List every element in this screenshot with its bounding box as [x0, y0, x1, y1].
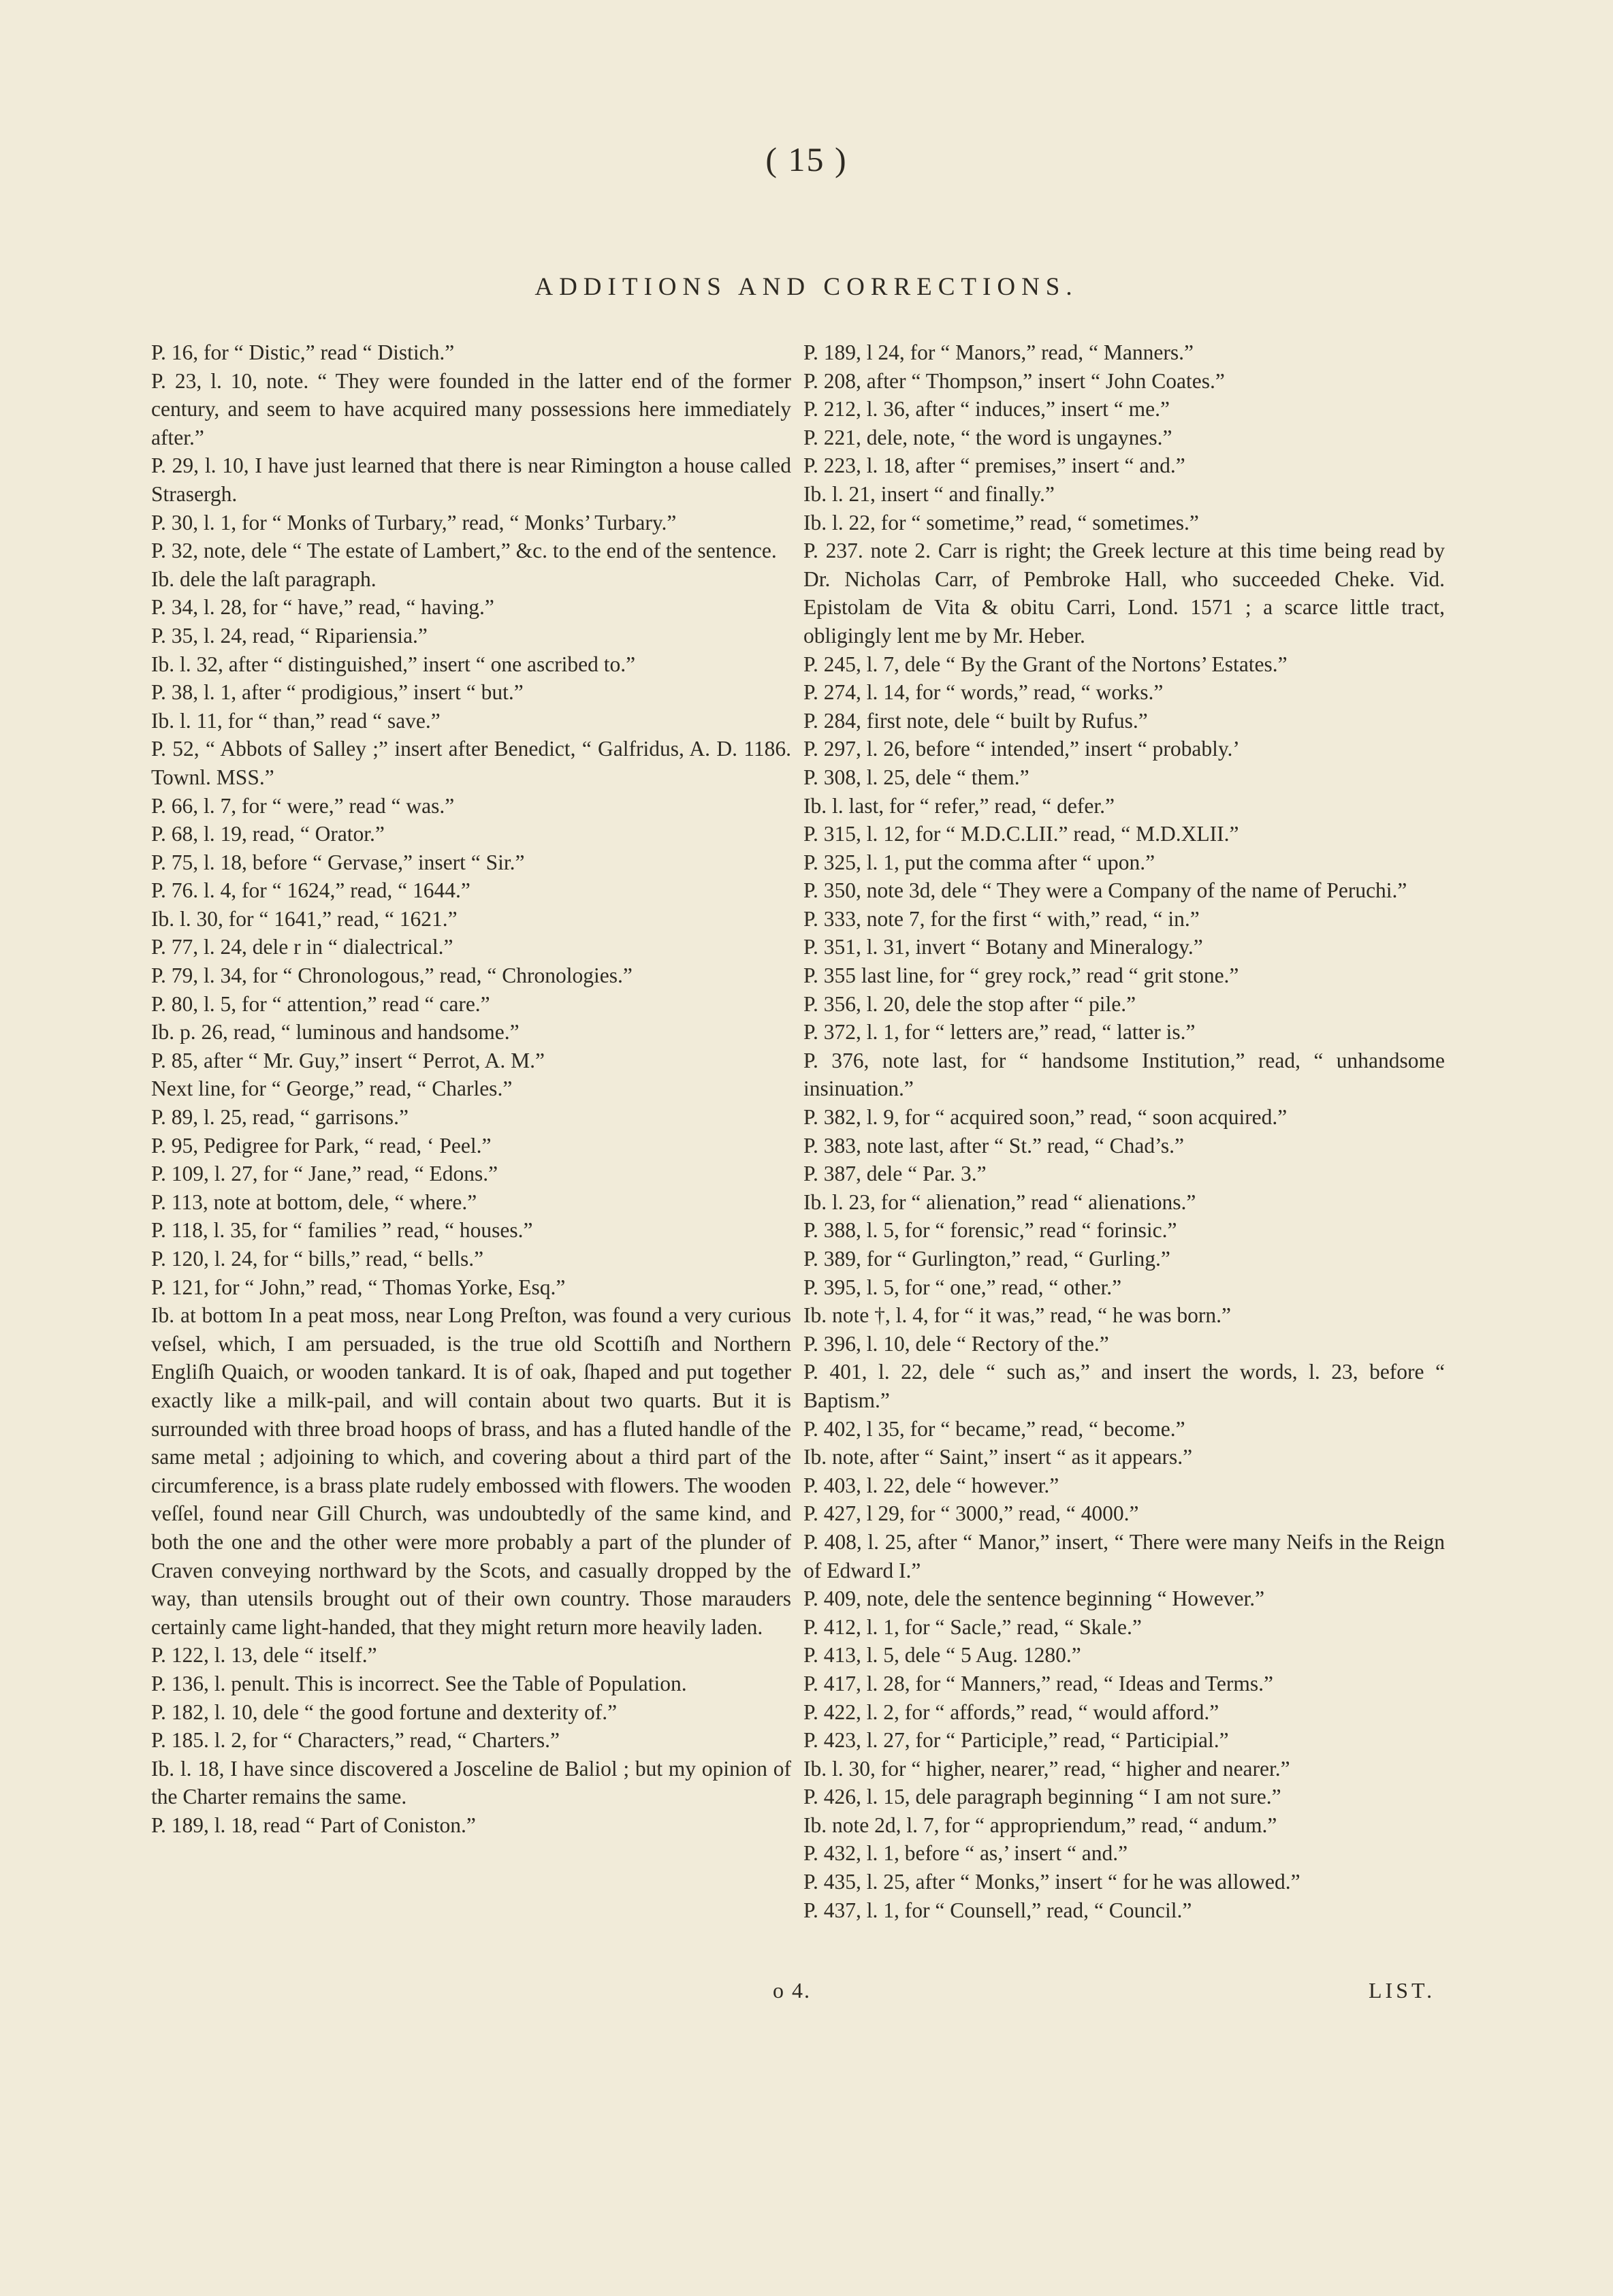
correction-entry: P. 245, l. 7, dele “ By the Grant of the Nortons’ Estates.” — [803, 652, 1288, 676]
correction-entry: Ib. p. 26, read, “ luminous and handsome.” — [151, 1020, 520, 1045]
correction-entry: P. 79, l. 34, for “ Chronologous,” read, “ Chronologies.” — [151, 963, 633, 988]
correction-entry: P. 221, dele, note, “ the word is ungaynes.” — [803, 425, 1172, 449]
correction-entry: P. 189, l. 18, read “ Part of Coniston.” — [151, 1813, 476, 1837]
correction-entry: P. 185. l. 2, for “ Characters,” read, “ Charters.” — [151, 1728, 560, 1753]
correction-entry: P. 395, l. 5, for “ one,” read, “ other.” — [803, 1275, 1122, 1299]
correction-entry: P. 409, note, dele the sentence beginning “ However.” — [803, 1587, 1265, 1611]
correction-entry: P. 333, note 7, for the first “ with,” read, “ in.” — [803, 906, 1200, 931]
correction-entry: P. 237. note 2. Carr is right; the Greek lecture at this time being read by Dr. Nicholas Carr, of Pembroke Hall, who succeeded Cheke. Vid. Epistolam de Vita & obitu Carri, Lond. 1571 ; a scarce little tract, obligingly lent me by Mr. Heber. — [803, 539, 1445, 648]
correction-entry: P. 113, note at bottom, dele, “ where.” — [151, 1190, 477, 1214]
correction-entry: P. 120, l. 24, for “ bills,” read, “ bells.” — [151, 1247, 484, 1271]
correction-entry: P. 417, l. 28, for “ Manners,” read, “ Ideas and Terms.” — [803, 1671, 1274, 1695]
correction-entry: Ib. l. 30, for “ higher, nearer,” read, “ higher and nearer.” — [803, 1756, 1290, 1781]
correction-entry: P. 284, first note, dele “ built by Rufus.” — [803, 708, 1148, 733]
correction-entry: P. 403, l. 22, dele “ however.” — [803, 1473, 1059, 1497]
correction-entry: P. 66, l. 7, for “ were,” read “ was.” — [151, 793, 455, 818]
correction-entry: P. 426, l. 15, dele paragraph beginning “ I am not sure.” — [803, 1785, 1281, 1809]
correction-entry: Ib. l. 21, insert “ and finally.” — [803, 481, 1055, 506]
correction-entry: P. 413, l. 5, dele “ 5 Aug. 1280.” — [803, 1643, 1081, 1668]
correction-entry: P. 76. l. 4, for “ 1624,” read, “ 1644.” — [151, 878, 470, 903]
correction-entry: P. 212, l. 36, after “ induces,” insert “ me.” — [803, 397, 1170, 421]
catchword: LIST. — [1369, 1978, 1436, 2003]
correction-entry: P. 351, l. 31, invert “ Botany and Mineralogy.” — [803, 935, 1203, 959]
correction-entry: P. 432, l. 1, before “ as,’ insert “ and.” — [803, 1841, 1128, 1866]
correction-entry: P. 85, after “ Mr. Guy,” insert “ Perrot, A. M.” — [151, 1048, 545, 1072]
correction-entry: P. 274, l. 14, for “ words,” read, “ works.” — [803, 680, 1164, 705]
correction-entry: P. 182, l. 10, dele “ the good fortune and dexterity of.” — [151, 1700, 618, 1724]
correction-entry: P. 23, l. 10, note. “ They were founded in the latter end of the former century, and seem to have acquired many possessions here immediately after.” — [151, 368, 791, 449]
correction-entry: P. 16, for “ Distic,” read “ Distich.” — [151, 340, 455, 364]
correction-entry: Ib. l. 11, for “ than,” read “ save.” — [151, 708, 441, 733]
page-number: ( 15 ) — [765, 140, 848, 178]
correction-entry: P. 308, l. 25, dele “ them.” — [803, 765, 1029, 789]
correction-entry: P. 35, l. 24, read, “ Ripariensia.” — [151, 623, 428, 648]
correction-entry: P. 350, note 3d, dele “ They were a Company of the name of Peruchi.” — [803, 878, 1407, 903]
correction-entry: P. 32, note, dele “ The estate of Lambert,” &c. to the end of the sentence. — [151, 539, 777, 563]
correction-entry: P. 356, l. 20, dele the stop after “ pile.” — [803, 991, 1136, 1016]
correction-entry: P. 387, dele “ Par. 3.” — [803, 1162, 987, 1186]
correction-entry: P. 435, l. 25, after “ Monks,” insert “ for he was allowed.” — [803, 1870, 1300, 1894]
correction-entry: P. 95, Pedigree for Park, “ read, ‘ Peel.” — [151, 1133, 492, 1158]
correction-entry: P. 297, l. 26, before “ intended,” insert “ probably.’ — [803, 737, 1240, 761]
correction-entry: Ib. note, after “ Saint,” insert “ as it appears.” — [803, 1445, 1193, 1469]
correction-entry: P. 189, l 24, for “ Manors,” read, “ Manners.” — [803, 340, 1194, 364]
right-column — [803, 338, 1445, 1924]
correction-entry: P. 396, l. 10, dele “ Rectory of the.” — [803, 1331, 1109, 1356]
correction-entry: Ib. l. 22, for “ sometime,” read, “ sometimes.” — [803, 510, 1199, 535]
correction-entry: P. 401, l. 22, dele “ such as,” and insert the words, l. 23, before “ Baptism.” — [803, 1360, 1445, 1412]
correction-entry: P. 315, l. 12, for “ M.D.C.LII.” read, “ M.D.XLII.” — [803, 822, 1239, 846]
correction-entry: P. 118, l. 35, for “ families ” read, “ houses.” — [151, 1218, 533, 1243]
correction-entry: P. 402, l 35, for “ became,” read, “ become.” — [803, 1416, 1185, 1441]
correction-entry: P. 412, l. 1, for “ Sacle,” read, “ Skale.” — [803, 1614, 1142, 1639]
correction-entry: P. 376, note last, for “ handsome Institution,” read, “ unhandsome insinuation.” — [803, 1048, 1445, 1101]
correction-entry: P. 29, l. 10, I have just learned that there is near Rimington a house called Strasergh. — [151, 453, 791, 506]
correction-entry: P. 121, for “ John,” read, “ Thomas Yorke, Esq.” — [151, 1275, 566, 1299]
correction-entry: P. 437, l. 1, for “ Counsell,” read, “ Council.” — [803, 1898, 1192, 1922]
correction-entry: Ib. l. 18, I have since discovered a Josceline de Baliol ; but my opinion of the Charter remains the same. — [151, 1756, 791, 1809]
correction-entry: P. 422, l. 2, for “ affords,” read, “ would afford.” — [803, 1700, 1219, 1724]
correction-entry: P. 30, l. 1, for “ Monks of Turbary,” read, “ Monks’ Turbary.” — [151, 510, 677, 535]
correction-entry: Ib. l. 32, after “ distinguished,” insert “ one ascribed to.” — [151, 652, 636, 676]
correction-entry: P. 382, l. 9, for “ acquired soon,” read, “ soon acquired.” — [803, 1105, 1288, 1130]
correction-entry: P. 423, l. 27, for “ Participle,” read, “ Participial.” — [803, 1728, 1229, 1753]
correction-entry: P. 68, l. 19, read, “ Orator.” — [151, 822, 385, 846]
correction-entry: P. 80, l. 5, for “ attention,” read “ care.” — [151, 991, 490, 1016]
correction-entry: P. 408, l. 25, after “ Manor,” insert, “ There were many Neifs in the Reign of Edward I.” — [803, 1529, 1445, 1582]
left-column — [151, 338, 791, 1839]
correction-entry: P. 75, l. 18, before “ Gervase,” insert “ Sir.” — [151, 850, 525, 874]
correction-entry: P. 325, l. 1, put the comma after “ upon.” — [803, 850, 1155, 874]
correction-entry: Next line, for “ George,” read, “ Charles.” — [151, 1077, 513, 1101]
correction-entry: P. 383, note last, after “ St.” read, “ Chad’s.” — [803, 1133, 1184, 1158]
correction-entry: P. 208, after “ Thompson,” insert “ John Coates.” — [803, 368, 1225, 393]
correction-entry: P. 355 last line, for “ grey rock,” read “ grit stone.” — [803, 963, 1239, 988]
correction-entry: P. 89, l. 25, read, “ garrisons.” — [151, 1105, 409, 1130]
correction-entry: P. 388, l. 5, for “ forensic,” read “ forinsic.” — [803, 1218, 1177, 1243]
correction-entry: Ib. l. last, for “ refer,” read, “ defer.” — [803, 793, 1115, 818]
correction-entry: P. 34, l. 28, for “ have,” read, “ having.” — [151, 595, 494, 620]
page-heading: ADDITIONS AND CORRECTIONS. — [534, 273, 1079, 301]
correction-entry: P. 136, l. penult. This is incorrect. See the Table of Population. — [151, 1671, 687, 1695]
correction-entry: P. 122, l. 13, dele “ itself.” — [151, 1643, 377, 1668]
correction-entry: P. 77, l. 24, dele r in “ dialectrical.” — [151, 935, 453, 959]
correction-entry: Ib. dele the laſt paragraph. — [151, 567, 377, 591]
correction-entry: P. 389, for “ Gurlington,” read, “ Gurling.” — [803, 1247, 1170, 1271]
correction-entry: Ib. at bottom In a peat moss, near Long Preſton, was found a very curious veſsel, which, I am persuaded, is the true old Scottiſh and Northern Engliſh Quaich, or wooden tankard. It is of oak, ſhaped and put together exactly like a milk-pail, and will contain about two quarts. But it is surrounded with three broad hoops of brass, and has a fluted handle of the same metal ; adjoining to which, and covering about a third part of the circumference, is a brass plate rudely embossed with flowers. The wooden veſſel, found near Gill Church, was undoubtedly of the same kind, and both the one and the other were more probably a part of the plunder of Craven conveying northward by the Scots, and casually dropped by the way, than utensils brought out of their own country. Those marauders certainly came light-handed, that they might return more heavily laden. — [151, 1303, 791, 1639]
correction-entry: P. 52, “ Abbots of Salley ;” insert after Benedict, “ Galfridus, A. D. 1186. Townl. MSS.” — [151, 737, 791, 789]
correction-entry: P. 109, l. 27, for “ Jane,” read, “ Edons.” — [151, 1162, 498, 1186]
correction-entry: Ib. note †, l. 4, for “ it was,” read, “ he was born.” — [803, 1303, 1232, 1328]
correction-entry: Ib. l. 23, for “ alienation,” read “ alienations.” — [803, 1190, 1196, 1214]
signature-mark: o 4. — [773, 1978, 811, 2003]
correction-entry: P. 427, l 29, for “ 3000,” read, “ 4000.” — [803, 1501, 1139, 1526]
correction-entry: P. 223, l. 18, after “ premises,” insert “ and.” — [803, 453, 1185, 478]
correction-entry: P. 38, l. 1, after “ prodigious,” insert “ but.” — [151, 680, 524, 705]
correction-entry: P. 372, l. 1, for “ letters are,” read, “ latter is.” — [803, 1020, 1196, 1045]
correction-entry: Ib. l. 30, for “ 1641,” read, “ 1621.” — [151, 906, 458, 931]
correction-entry: Ib. note 2d, l. 7, for “ appropriendum,” read, “ andum.” — [803, 1813, 1277, 1837]
